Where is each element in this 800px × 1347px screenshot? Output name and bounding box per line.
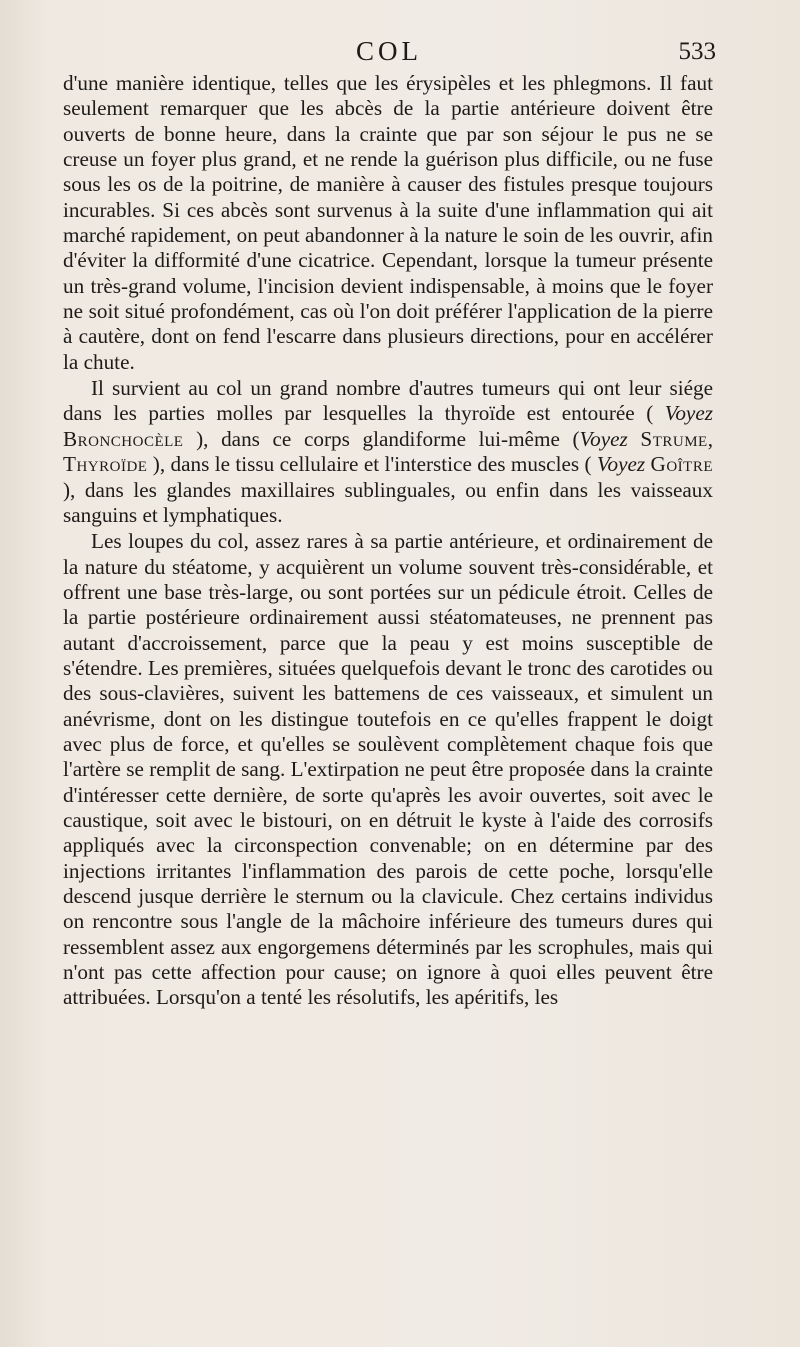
cross-reference: Bronchocèle xyxy=(63,426,184,451)
text-run: ), dans ce corps glandiforme lui-même ( xyxy=(183,426,580,451)
text-run: Les loupes du col, assez rares à sa partie antérieure, et ordinairement de la nature du stéatome, y acquièrent un volume souvent très-considérable, et offrent une base très-large, ou sont portées sur un pédicule étroit. Celles de la partie postérieure ordinairement aussi stéatomateuses, ne prennent pas autant d'accroissement, parce que la peau y est moins susceptible de s'étendre. Les premières, situées quelquefois devant le tronc des carotides ou des sous-clavières, suivent les battemens de ces vaisseaux, et simulent un anévrisme, dont on les distingue toutefois en ce qu'elles frappent le doigt avec plus de force, et qu'elles se soulèvent complètement chaque fois que l'artère se remplit de sang. L'extirpation ne peut être proposée dans la crainte d'intéresser cette dernière, de sorte qu'après les avoir ouvertes, soit avec le caustique, soit avec le bistouri, on en détruit le kyste à l'aide des corrosifs appliqués avec la circonspection convenable; on en détermine par des injections irritantes l'inflammation des parois de cette poche, lorsqu'elle descend jusque derrière le sternum ou la clavicule. Chez certains individus on rencontre sous l'angle de la mâchoire inférieure des tumeurs dures qui ressemblent assez aux engorgemens déterminés par les scrophules, mais qui n'ont pas cette affection pour cause; on ignore à quoi elles peuvent être attribuées. Lorsqu'on a tenté les résolutifs, les apéritifs, les xyxy=(63,529,713,1010)
body-text xyxy=(63,71,713,1011)
text-run: , xyxy=(707,426,713,451)
italic-text: Voyez xyxy=(579,426,628,451)
paragraph-3 xyxy=(63,529,713,1011)
paragraph-2 xyxy=(63,376,713,528)
text-run: Il survient au col un grand nombre d'autres tumeurs qui ont leur siége dans les parties molles par lesquelles la thyroïde est entourée ( xyxy=(63,376,713,426)
paragraph-1 xyxy=(63,71,713,375)
text-run xyxy=(628,427,641,451)
text-run: ), dans le tissu cellulaire et l'interstice des muscles ( xyxy=(147,452,597,477)
cross-reference: Goître xyxy=(650,452,713,477)
running-title: COL xyxy=(356,36,422,66)
page-header xyxy=(62,36,716,72)
page-number: 533 xyxy=(678,38,716,65)
text-run: d'une manière identique, telles que les érysipèles et les phlegmons. Il faut seulement remarquer que les abcès de la partie antérieure doivent être ouverts de bonne heure, dans la crainte que par son séjour le pus ne se creuse un foyer plus grand, et ne rende la guérison plus difficile, ou ne fuse sous les os de la poitrine, de manière à causer des fistules presque toujours incurables. Si ces abcès sont survenus à la suite d'une inflammation qui ait marché rapidement, on peut abandonner à la nature le soin de les ouvrir, afin d'éviter la difformité d'une cicatrice. Cependant, lorsque la tumeur présente un très-grand volume, l'incision devient indispensable, à moins que le foyer ne soit situé profondément, cas où l'on doit préférer l'application de la pierre à cautère, dont on fend l'escarre dans plusieurs directions, pour en accélérer la chute. xyxy=(63,71,713,374)
cross-reference: Thyroïde xyxy=(63,452,148,477)
text-run: ), dans les glandes maxillaires sublinguales, ou enfin dans les vaisseaux sanguins et lymphatiques. xyxy=(63,477,713,527)
italic-text: Voyez xyxy=(596,452,646,477)
italic-text: Voyez xyxy=(664,401,713,426)
cross-reference: Strume xyxy=(640,426,708,451)
